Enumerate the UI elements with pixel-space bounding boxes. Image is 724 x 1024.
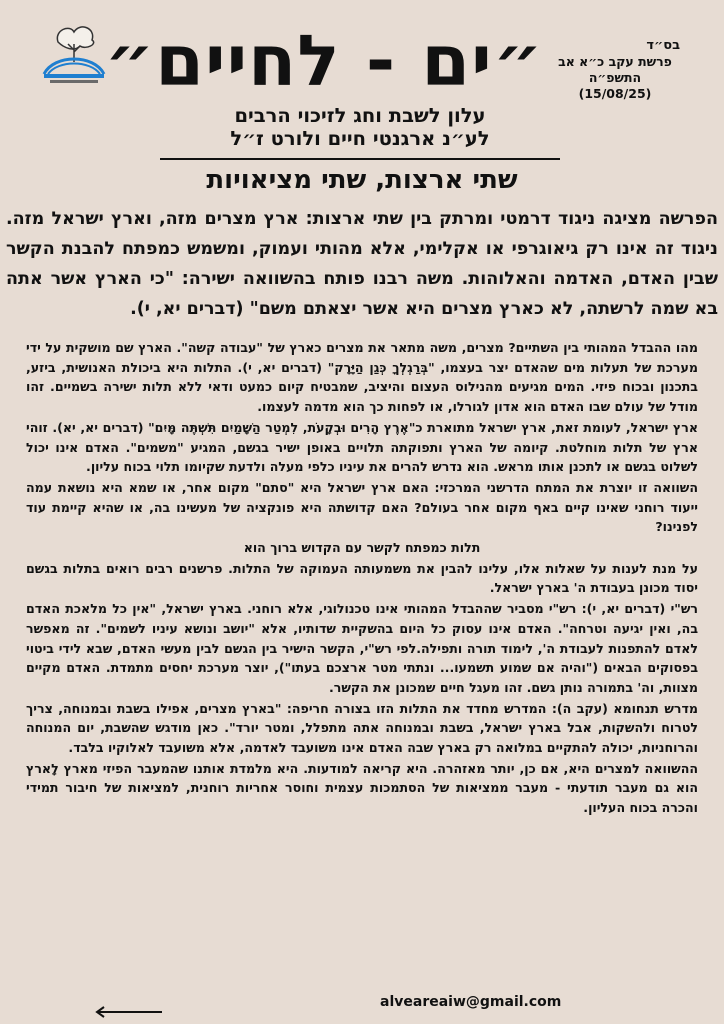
contact-email[interactable]: alveareaiw@gmail.com bbox=[380, 994, 562, 1010]
bsd-label: בס״ד bbox=[646, 38, 680, 53]
paragraph: מהו ההבדל המהותי בין השתיים? מצרים, משה מתאר את מצרים כארץ של "עבודה קשה". הארץ שם מושקית על ידי מערכת של תעלות מים שהאדם יצר בעצמו, "בְּרַגְלְךָ כְּגַן הַיָּרָק" (דברים יא, י). התלות היא ביכולת האנושית, ביזע, בתכנון ובכוח פיזי. המים מגיעים מהנילוס העצום והיציב, שמבטיח קיום כמעט ודאי ללא תלות ישירה בשמיים. זהו מודל של עולם שבו האדם הוא אדון לגורלו, או לפחות כך הוא מדמה לעצמו. bbox=[26, 340, 698, 415]
article-body bbox=[26, 338, 698, 819]
subtitle-line-1: עלון לשבת וחג לזיכוי הרבים bbox=[234, 104, 486, 127]
paragraph: רש"י (דברים יא, י): רש"י מסביר שההבדל המהותי אינו טכנולוגי, אלא רוחני. בארץ ישראל, "אין כל מלאכת האדם בה, ואין יגיעה וטרחה". האדם אינו עסוק כל היום בהשקיית שדותיו, אלא "יושב ונושא עיניו לשמים". זה מאפשר לאדם להתפנות לעבודת ה', לימוד תורה ותפילה.לפי רש"י, הקשר הישיר בין הגשם לבין מעשי האדם, שבא לידי ביטוי בפסוקים הבאים ("והיה אם שמוע תשמעו... ונתתי מטר ארצכם בעתו"), יוצר מערכת יחסים מתמדת. האדם מקיים מצוות, וה' בתמורה נותן גשם. זהו מעגל חיים שמכונן את הקשר. bbox=[26, 601, 698, 695]
paragraph: על מנת לענות על שאלות אלו, עלינו להבין את משמעותה העמוקה של התלות. פרשנים רבים רואים בתלות בגשם יסוד מכונן בעבודת ה' בארץ ישראל. bbox=[26, 560, 698, 596]
paragraph: ההשוואה למצרים היא, אם כן, יותר מאזהרה. היא קריאה למודעות. היא מלמדת אותנו שהמעבר הפיזי מארץ לָארץ הוא גם מעבר תודעתי - מעבר ממציאות של הסתמכות עצמית וחוסר אחריות רוחנית, למציאות של חיבור תמידי והכרה בכוח העליון. bbox=[26, 760, 698, 816]
paragraph: השוואה זו יוצרת את המתח הדרשני המרכזי: האם ארץ ישראל היא "סתם" מקום אחר, או שמא היא נושאת עמה ייעוד רוחני שאינו קיים באף מקום אחר בעולם? האם קדושתה היא פונקציה של מעשינו בה, או שהיא קיימת עוד לפנינו? bbox=[26, 479, 698, 535]
logo bbox=[40, 22, 108, 86]
masthead-title: ״ים - לחיים״ bbox=[104, 20, 544, 102]
header-divider bbox=[160, 158, 560, 160]
paragraph: ארץ ישראל, לעומת זאת, ארץ ישראל מתוארת כ"אֶרֶץ הָרִים וּבְקָעֹת, לִמְטַר הַשָּׁמַיִם תִּשְׁתֶּה מָּיִם" (דברים יא, יא). זוהי ארץ של תלות מוחלטת. קיומה של הארץ ותפוקתה תלויים באופן ישיר בגשם, המגיע "משמים". האדם אינו יכול לשלוט בגשם או לתכנן אותו מראש. הוא נדרש להרים את עיניו כלפי מעלה ולדעת שקיומו תלוי בכוח עליון. bbox=[26, 419, 698, 475]
arrow-left-icon[interactable] bbox=[92, 1005, 164, 1019]
subtitle-line-2: לע״נ ארגנטי חיים ולורט ז״ל bbox=[230, 127, 490, 150]
section-heading: תלות כמפתח לקשר עם הקדוש ברוך הוא bbox=[243, 540, 481, 556]
subtitle bbox=[150, 104, 570, 150]
tree-bridge-logo-icon bbox=[40, 22, 108, 86]
paragraph: מדרש תנחומא (עקב ה): המדרש מחדד את התלות הזו בצורה חריפה: "בארץ מצרים, אפילו בשבת ובמנוחה, צריך לטרוח ולהשקות, אבל בארץ ישראל, בשבת ובמנוחה אתה מתפלל, ומטר יורד". כאן מודגש שהשבת, יום המנוחה והרוחניות, יכולה להתקיים במלואה רק בארץ שבה האדם אינו משועבד לאדמה, אלא משועבד לאלוקיו בלבד. bbox=[26, 700, 698, 756]
article-intro: הפרשה מציגה ניגוד דרמטי ומרתק בין שתי ארצות: ארץ מצרים מזה, וארץ ישראל מזה. ניגוד זה אינו רק גיאוגרפי או אקלימי, אלא מהותי ועמוק, ומשמש כמפתח להבנת הקשר שבין האדם, האדמה והאלוהות. משה רבנו פותח בהשוואה ישירה: "כי הארץ אשר אתה בא שמה לרשתה, לא כארץ מצרים היא אשר יצאתם משם" (דברים יא, י). bbox=[6, 209, 718, 319]
article-title: שתי ארצות, שתי מציאויות bbox=[206, 165, 518, 195]
parasha-line: פרשת עקב כ״א אב התשפ״ה bbox=[558, 54, 672, 85]
gregorian-date: (15/08/25) bbox=[578, 86, 652, 101]
date-block bbox=[530, 38, 700, 102]
